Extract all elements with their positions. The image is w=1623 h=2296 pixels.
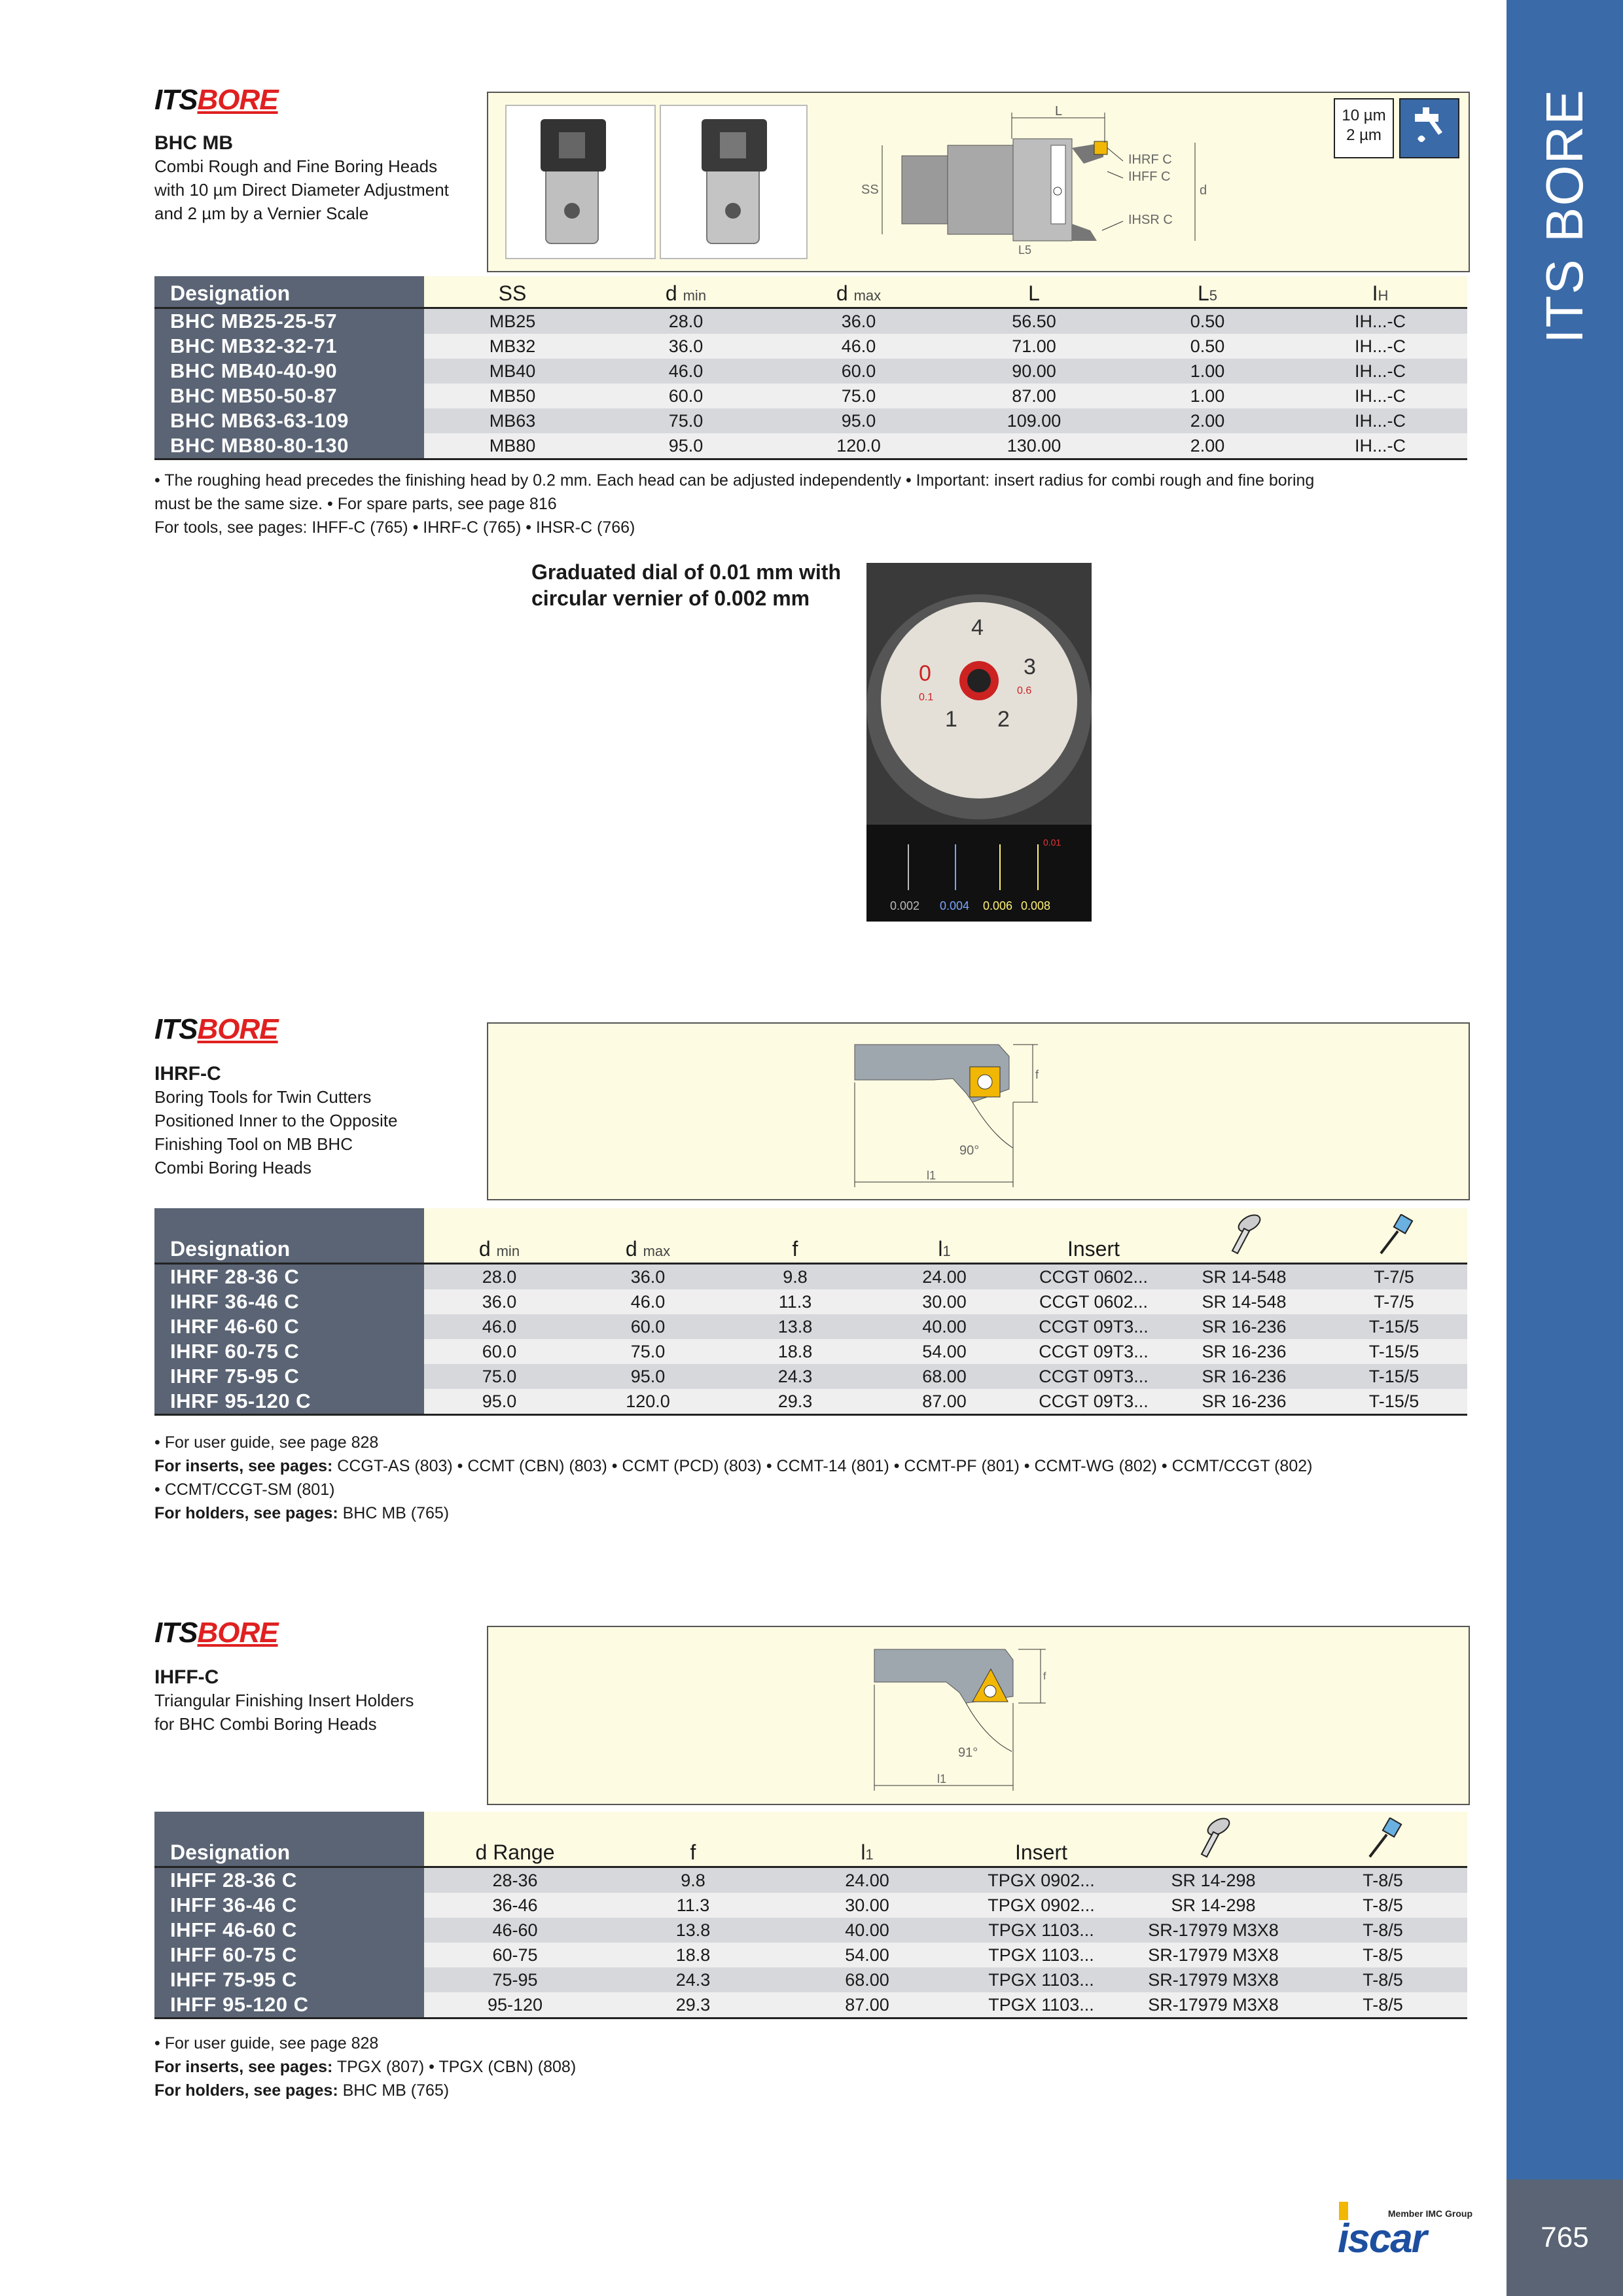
svg-text:IHRF C: IHRF C — [1128, 152, 1172, 167]
product-title: BHC MB — [154, 132, 233, 154]
ihff-diagram — [861, 1640, 1058, 1797]
itsbore-logo: ITSBORE — [154, 1617, 278, 1649]
dial-caption: Graduated dial of 0.01 mm with circular vernier of 0.002 mm — [531, 560, 841, 610]
col-insert: Insert — [1020, 1208, 1168, 1264]
col-dmin: d min — [424, 1208, 575, 1264]
table-row: BHC MB50-50-87 MB50 60.0 75.0 87.00 1.00 IH...-C — [154, 384, 1467, 408]
col-designation: Designation — [154, 1208, 424, 1264]
svg-text:0.004: 0.004 — [940, 899, 970, 912]
table-row: IHRF 60-75 C 60.0 75.0 18.8 54.00 CCGT 09T3... SR 16-236 T-15/5 — [154, 1339, 1467, 1364]
screw-icon — [1194, 1818, 1233, 1859]
col-key — [1321, 1208, 1467, 1264]
table-row: BHC MB80-80-130 MB80 95.0 120.0 130.00 2.00 IH...-C — [154, 433, 1467, 459]
col-insert: Insert — [954, 1812, 1128, 1867]
svg-text:91°: 91° — [958, 1746, 978, 1760]
tool-diagram-panel — [487, 1626, 1470, 1805]
ihff-table — [154, 1812, 1467, 2019]
col-ih: IH — [1293, 276, 1467, 308]
screw-icon — [1224, 1214, 1264, 1256]
ihrf-notes: • For user guide, see page 828 For inserts, see pages: CCGT-AS (803) • CCMT (CBN) (803) • CCMT (PCD) (803) • CCMT-14 (801) • CCMT-PF (801) • CCMT-WG (802) • CCMT/CCGT (802) • CCMT/CCGT-SM (801) For holders, see pages: BHC MB (765) — [154, 1433, 1313, 1522]
boring-head-diagram — [855, 93, 1221, 271]
svg-text:f: f — [1043, 1671, 1046, 1682]
product-title: IHFF-C — [154, 1666, 219, 1688]
svg-text:0.002: 0.002 — [890, 899, 920, 912]
col-l: L — [946, 276, 1122, 308]
bhc-mb-notes: • The roughing head precedes the finishing head by 0.2 mm. Each head can be adjusted independently • Important: insert radius for combi rough and fine boring must be the same size. • For spare parts, see page 816 For tools, see pages: IHFF-C (765) • IHRF-C (765) • IHSR-C (766) — [154, 471, 1315, 537]
page-number: 765 — [1507, 2179, 1623, 2296]
table-row: IHRF 46-60 C 46.0 60.0 13.8 40.00 CCGT 09T3... SR 16-236 T-15/5 — [154, 1314, 1467, 1339]
product-title: IHRF-C — [154, 1063, 221, 1085]
table-row: IHFF 95-120 C 95-120 29.3 87.00 TPGX 1103... SR-17979 M3X8 T-8/5 — [154, 1992, 1467, 2018]
adjustment-badge: 10 µm 2 µm — [1334, 98, 1394, 158]
product-photo-1 — [505, 105, 656, 259]
table-row: IHRF 95-120 C 95.0 120.0 29.3 87.00 CCGT 09T3... SR 16-236 T-15/5 — [154, 1389, 1467, 1415]
svg-text:3: 3 — [1024, 655, 1036, 679]
col-drange: d Range — [424, 1812, 606, 1867]
col-dmax: d max — [575, 1208, 721, 1264]
svg-text:l1: l1 — [937, 1772, 947, 1785]
table-row: IHFF 28-36 C 28-36 9.8 24.00 TPGX 0902... SR 14-298 T-8/5 — [154, 1867, 1467, 1893]
itsbore-logo: ITSBORE — [154, 1013, 278, 1045]
table-row: IHFF 46-60 C 46-60 13.8 40.00 TPGX 1103... SR-17979 M3X8 T-8/5 — [154, 1918, 1467, 1943]
col-f: f — [721, 1208, 869, 1264]
col-l5: L5 — [1122, 276, 1293, 308]
svg-text:d: d — [1200, 183, 1207, 198]
svg-text:0.008: 0.008 — [1021, 899, 1051, 912]
table-row: IHRF 75-95 C 75.0 95.0 24.3 68.00 CCGT 09T3... SR 16-236 T-15/5 — [154, 1364, 1467, 1389]
vernier-dial-photo — [866, 563, 1092, 922]
ihrf-diagram — [842, 1037, 1051, 1194]
tool-diagram-panel — [487, 1022, 1470, 1200]
product-image-panel — [487, 92, 1470, 272]
svg-text:IHSR C: IHSR C — [1128, 213, 1173, 227]
product-description: Triangular Finishing Insert Holders for BHC Combi Boring Heads — [154, 1691, 414, 1734]
table-row: BHC MB32-32-71 MB32 36.0 46.0 71.00 0.50 IH...-C — [154, 334, 1467, 359]
table-row: BHC MB63-63-109 MB63 75.0 95.0 109.00 2.00 IH...-C — [154, 408, 1467, 433]
svg-text:90°: 90° — [959, 1143, 980, 1158]
product-photo-2 — [660, 105, 808, 259]
bhc-mb-table — [154, 276, 1467, 460]
table-row: IHRF 36-46 C 36.0 46.0 11.3 30.00 CCGT 0602... SR 14-548 T-7/5 — [154, 1289, 1467, 1314]
ihrf-table — [154, 1208, 1467, 1416]
product-description: Combi Rough and Fine Boring Heads with 10 µm Direct Diameter Adjustment and 2 µm by a Vernier Scale — [154, 156, 449, 223]
iscar-logo: Member IMC Group iscar — [1335, 2202, 1472, 2261]
svg-text:SS: SS — [861, 183, 879, 197]
col-dmax: d max — [771, 276, 946, 308]
svg-text:0.1: 0.1 — [919, 692, 934, 703]
svg-text:0.01: 0.01 — [1043, 837, 1061, 848]
key-icon — [1363, 1818, 1402, 1859]
col-f: f — [606, 1812, 780, 1867]
table-row: BHC MB40-40-90 MB40 46.0 60.0 90.00 1.00 IH...-C — [154, 359, 1467, 384]
col-l1: l1 — [780, 1812, 954, 1867]
svg-text:l1: l1 — [927, 1169, 936, 1182]
svg-text:L: L — [1055, 104, 1063, 118]
svg-text:IHFF C: IHFF C — [1128, 170, 1171, 184]
col-designation: Designation — [154, 1812, 424, 1867]
svg-text:2: 2 — [997, 707, 1010, 732]
ihff-notes: • For user guide, see page 828 For inserts, see pages: TPGX (807) • TPGX (CBN) (808) For holders, see pages: BHC MB (765) — [154, 2034, 577, 2100]
table-row: IHFF 75-95 C 75-95 24.3 68.00 TPGX 1103... SR-17979 M3X8 T-8/5 — [154, 1967, 1467, 1992]
col-designation: Designation — [154, 276, 424, 308]
col-screw — [1128, 1812, 1298, 1867]
svg-text:0.006: 0.006 — [983, 899, 1013, 912]
table-row: IHFF 36-46 C 36-46 11.3 30.00 TPGX 0902... SR 14-298 T-8/5 — [154, 1893, 1467, 1918]
col-screw — [1168, 1208, 1321, 1264]
product-description: Boring Tools for Twin Cutters Positioned Inner to the Opposite Finishing Tool on MB BHC Combi Boring Heads — [154, 1087, 398, 1177]
col-dmin: d min — [601, 276, 771, 308]
svg-text:L5: L5 — [1018, 243, 1032, 257]
svg-text:0.6: 0.6 — [1017, 685, 1032, 696]
itsbore-logo: ITSBORE — [154, 84, 278, 116]
col-l1: l1 — [869, 1208, 1020, 1264]
svg-text:4: 4 — [971, 615, 984, 640]
col-ss: SS — [424, 276, 601, 308]
sidebar-title: ITS BORE — [1535, 88, 1594, 344]
table-row: BHC MB25-25-57 MB25 28.0 36.0 56.50 0.50 IH...-C — [154, 308, 1467, 334]
key-icon — [1374, 1214, 1414, 1256]
table-row: IHRF 28-36 C 28.0 36.0 9.8 24.00 CCGT 0602... SR 14-548 T-7/5 — [154, 1264, 1467, 1290]
svg-text:f: f — [1035, 1068, 1039, 1081]
coolant-icon — [1399, 98, 1459, 158]
col-key — [1298, 1812, 1467, 1867]
table-row: IHFF 60-75 C 60-75 18.8 54.00 TPGX 1103... SR-17979 M3X8 T-8/5 — [154, 1943, 1467, 1967]
svg-text:0: 0 — [919, 661, 931, 686]
svg-text:1: 1 — [945, 707, 957, 732]
